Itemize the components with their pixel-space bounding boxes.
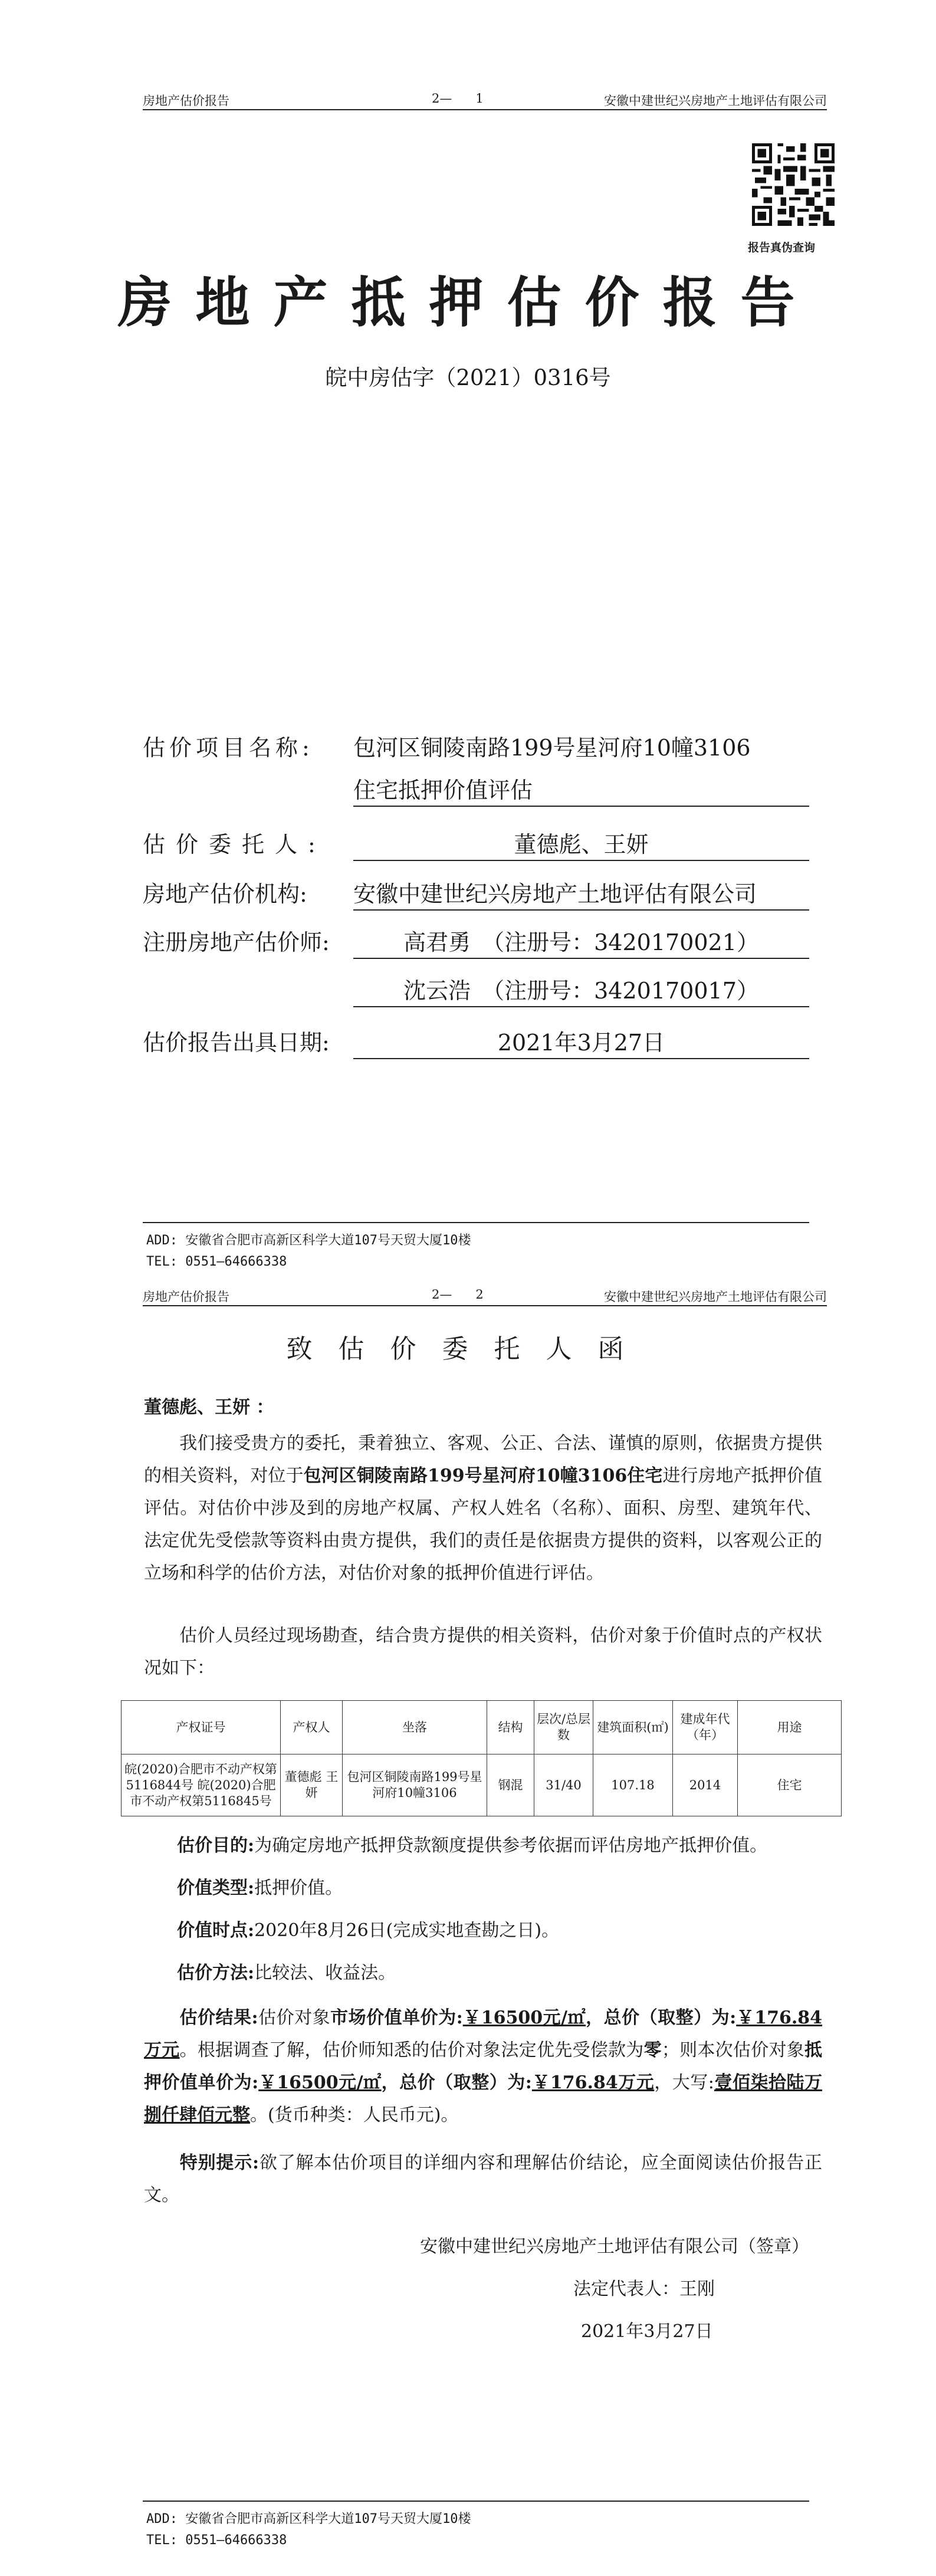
field-agency: [143, 878, 757, 911]
result-text: 。根据调查了解，估价师知悉的估价对象法定优先受偿款为: [179, 2040, 644, 2061]
footer: [146, 2509, 471, 2551]
item-value-time: [177, 1914, 826, 1947]
field-label: 估价委托人:: [143, 832, 326, 857]
document-number: 皖中房估字（2021）0316号: [325, 365, 611, 390]
header-page-number: 2— 2: [432, 1288, 484, 1302]
qr-caption: 报告真伪查询: [748, 241, 816, 254]
item-value: 比较法、收益法。: [254, 1963, 396, 1983]
footer-phone: TEL: 0551—64666338: [146, 1254, 287, 1269]
table-cell: 包河区铜陵南路199号星河府10幢3106: [343, 1754, 487, 1816]
signature-representative: 法定代表人：王刚: [573, 2279, 715, 2299]
table-header-row: [121, 1701, 842, 1754]
field-label: 估价项目名称:: [143, 735, 314, 761]
signature-date: 2021年3月27日: [581, 2321, 713, 2342]
field-appraisers-line2: [143, 974, 759, 1007]
field-value: 高君勇 （注册号：3420170021）: [353, 926, 809, 959]
result-text: ，总价（取整）为:: [586, 2007, 737, 2028]
mortgage-total-price: ￥176.84万元: [531, 2072, 655, 2093]
item-key: 价值类型:: [177, 1878, 255, 1898]
item-key: 估价目的:: [177, 1835, 255, 1856]
field-label: 注册房地产估价师:: [143, 929, 330, 955]
item-note: [144, 2147, 822, 2212]
running-header: [143, 91, 827, 110]
property-table: [121, 1700, 842, 1816]
footer-address: ADD: 安徽省合肥市高新区科学大道107号天贸大厦10楼: [146, 1233, 471, 1248]
result-text: 抵押价值单价为:: [144, 2040, 823, 2093]
qr-code-icon: [752, 143, 835, 226]
table-header: 层次/总层数: [534, 1701, 593, 1754]
field-client: [143, 828, 649, 861]
field-project-name: 估价项目名称: 包河区铜陵南路199号星河府10幢3106: [143, 731, 352, 764]
item-value: 2020年8月26日(完成实地查勘之日)。: [254, 1920, 560, 1941]
table-header: 产权人: [281, 1701, 343, 1754]
header-left: 房地产估价报告: [143, 1290, 229, 1304]
footer-rule: [143, 2501, 809, 2502]
header-left: 房地产估价报告: [143, 94, 229, 108]
field-issue-date: [143, 1026, 665, 1059]
field-project-name-line2: [143, 774, 533, 807]
item-method: [177, 1957, 826, 1989]
item-purpose: [177, 1829, 826, 1862]
footer-phone: TEL: 0551—64666338: [146, 2533, 287, 2548]
item-result: [144, 2002, 822, 2131]
letter-paragraph-1: [144, 1427, 822, 1589]
footer-address: ADD: 安徽省合肥市高新区科学大道107号天贸大厦10楼: [146, 2512, 471, 2526]
result-text: 估价对象: [258, 2007, 331, 2028]
item-value-type: [177, 1872, 826, 1904]
p1-text: 我们接受贵方的委托，秉着独立、客观、公正、合法、谨慎的原则，依据贵方提供的相关资料，对位于: [144, 1433, 822, 1486]
table-cell: 皖(2020)合肥市不动产权第5116844号 皖(2020)合肥市不动产权第5116845号: [121, 1754, 281, 1816]
running-header: [143, 1288, 827, 1306]
signature-company: 安徽中建世纪兴房地产土地评估有限公司（签章）: [420, 2236, 809, 2257]
header-right: 安徽中建世纪兴房地产土地评估有限公司: [604, 1290, 827, 1304]
table-cell: 2014: [673, 1754, 738, 1816]
result-text: ，大写:: [654, 2072, 714, 2093]
item-value: 欲了解本估价项目的详细内容和理解估价结论，应全面阅读估价报告正文。: [144, 2153, 822, 2206]
table-header: 结构: [487, 1701, 534, 1754]
field-value: 住宅抵押价值评估: [353, 774, 809, 807]
footer-rule: [143, 1222, 809, 1223]
p2-text: 估价人员经过现场勘查，结合贵方提供的相关资料，估价对象于价值时点的产权状况如下：: [144, 1625, 822, 1678]
table-cell: 住宅: [738, 1754, 842, 1816]
letter-paragraph-2: [144, 1619, 822, 1684]
table-header: 坐落: [343, 1701, 487, 1754]
header-page-number: 2— 1: [432, 91, 484, 106]
market-unit-price: ￥16500元/㎡: [462, 2007, 586, 2028]
p1-text-cont: 进行房地产抵押价值评估。对估价中涉及到的房地产权属、产权人姓名（名称）、面积、房型、建筑年代、法定优先受偿款等资料由贵方提供，我们的责任是依据贵方提供的资料，以客观公正的立场和科学的估价方法，对估价对象的抵押价值进行评估。: [144, 1466, 822, 1583]
field-appraisers: [143, 926, 759, 959]
market-total-price: ￥176.84万元: [144, 2007, 823, 2061]
priority-claim: 零: [643, 2040, 662, 2061]
salutation: 董德彪、王妍 ：: [144, 1397, 274, 1418]
result-text: ；则本次估价对象: [661, 2040, 805, 2061]
field-label: 房地产估价机构:: [143, 881, 307, 907]
table-cell: 钢混: [487, 1754, 534, 1816]
header-right: 安徽中建世纪兴房地产土地评估有限公司: [604, 94, 827, 108]
table-cell: 董德彪 王妍: [281, 1754, 343, 1816]
field-value: 2021年3月27日: [353, 1026, 809, 1059]
field-label: 估价报告出具日期:: [143, 1030, 330, 1056]
item-key: 特别提示:: [179, 2153, 260, 2173]
field-value: 沈云浩 （注册号：3420170017）: [353, 974, 809, 1007]
result-text: ，总价（取整）为:: [381, 2072, 532, 2093]
mortgage-unit-price: ￥16500元/㎡: [258, 2072, 382, 2093]
amount-in-words: 壹佰柒拾陆万捌仟肆佰元整: [144, 2072, 823, 2125]
result-text: 。(货币种类：人民币元)。: [250, 2105, 459, 2125]
property-address: 包河区铜陵南路199号星河府10幢3106住宅: [303, 1466, 663, 1486]
field-value: 董德彪、王妍: [353, 828, 809, 861]
table-row: [121, 1754, 842, 1816]
table-header: 产权证号: [121, 1701, 281, 1754]
item-key: 价值时点:: [177, 1920, 255, 1941]
table-header: 建筑面积(㎡): [593, 1701, 673, 1754]
result-text: 市场价值单价为:: [330, 2007, 463, 2028]
table-header: 用途: [738, 1701, 842, 1754]
letter-title: 致估价委托人函: [286, 1334, 650, 1364]
table-cell: 31/40: [534, 1754, 593, 1816]
item-value: 为确定房地产抵押贷款额度提供参考依据而评估房地产抵押价值。: [254, 1835, 768, 1856]
item-key: 估价方法:: [177, 1963, 255, 1983]
table-header: 建成年代（年）: [673, 1701, 738, 1754]
item-value: 抵押价值。: [254, 1878, 343, 1898]
footer: [146, 1230, 471, 1273]
table-cell: 107.18: [593, 1754, 673, 1816]
report-title: 房地产抵押估价报告: [117, 271, 819, 334]
item-key: 估价结果:: [179, 2007, 258, 2028]
field-value: 安徽中建世纪兴房地产土地评估有限公司: [353, 878, 809, 911]
